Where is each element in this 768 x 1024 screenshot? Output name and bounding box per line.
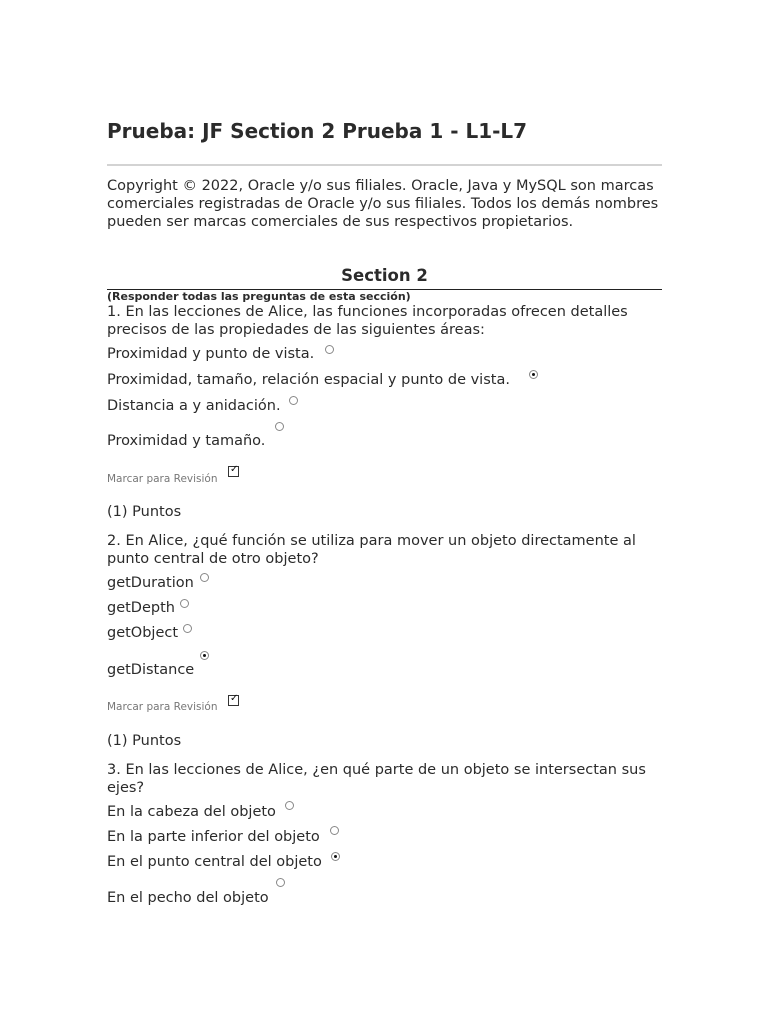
question-1-mark-for-review-label: Marcar para Revisión (107, 473, 218, 485)
question-3-option-2[interactable] (107, 829, 320, 845)
question-1-text: 1. En las lecciones de Alice, las funciones incorporadas ofrecen detalles precisos de las propiedades de las siguientes áreas: (107, 304, 628, 338)
copyright-notice: Copyright © 2022, Oracle y/o sus filiales. Oracle, Java y MySQL son marcas comerciales registradas de Oracle y/o sus filiales. Todos los demás nombres pueden ser marcas comerciales de sus respectivos propietarios. (107, 178, 659, 230)
question-2-option-4-radio[interactable] (200, 651, 209, 660)
option-label: En la parte inferior del objeto (107, 829, 320, 845)
question-2-text: 2. En Alice, ¿qué función se utiliza para mover un objeto directamente al punto central de otro objeto? (107, 533, 636, 567)
question-1-points: (1) Puntos (107, 504, 182, 520)
option-label: Distancia a y anidación. (107, 398, 281, 414)
question-1-option-3[interactable] (107, 398, 281, 414)
question-1-mark-for-review-checkbox[interactable] (228, 466, 239, 477)
question-1-option-1[interactable] (107, 346, 314, 362)
question-3-option-1[interactable] (107, 804, 276, 820)
option-label: getDuration (107, 575, 194, 591)
question-3-option-3-radio[interactable] (331, 852, 340, 861)
option-label: getObject (107, 625, 179, 641)
section-title: Section 2 (341, 266, 428, 285)
question-1-option-4[interactable] (107, 433, 265, 449)
option-label: En el pecho del objeto (107, 890, 269, 906)
question-1-option-2-radio[interactable] (529, 370, 538, 379)
title-divider (107, 164, 662, 166)
option-label: En el punto central del objeto (107, 854, 322, 870)
option-label: Proximidad y punto de vista. (107, 346, 315, 362)
question-3-option-3[interactable] (107, 854, 322, 870)
question-3-option-1-radio[interactable] (285, 801, 294, 810)
question-1-option-3-radio[interactable] (289, 396, 298, 405)
check-icon: ✓ (230, 693, 239, 704)
check-icon: ✓ (230, 464, 239, 475)
section-instructions: (Responder todas las preguntas de esta sección) (107, 290, 411, 303)
question-2-mark-for-review-checkbox[interactable] (228, 695, 239, 706)
question-2-option-3-radio[interactable] (183, 624, 192, 633)
option-label: Proximidad y tamaño. (107, 433, 266, 449)
option-label: getDepth (107, 600, 175, 616)
question-2-option-4[interactable] (107, 662, 194, 678)
question-3-option-4-radio[interactable] (276, 878, 285, 887)
question-2-option-3[interactable] (107, 625, 178, 641)
question-2-option-1[interactable] (107, 575, 194, 591)
page-title: Prueba: JF Section 2 Prueba 1 - L1-L7 (107, 119, 528, 143)
question-3-text: 3. En las lecciones de Alice, ¿en qué parte de un objeto se intersectan sus ejes? (107, 762, 646, 796)
question-3-option-2-radio[interactable] (330, 826, 339, 835)
question-2-points: (1) Puntos (107, 733, 182, 749)
question-1-option-2[interactable] (107, 372, 510, 388)
option-label: Proximidad, tamaño, relación espacial y punto de vista. (107, 372, 510, 388)
question-1-option-1-radio[interactable] (325, 345, 334, 354)
question-2-option-2-radio[interactable] (180, 599, 189, 608)
question-3-option-4[interactable] (107, 890, 269, 906)
option-label: getDistance (107, 662, 195, 678)
question-2-mark-for-review-label: Marcar para Revisión (107, 701, 218, 713)
question-1-option-4-radio[interactable] (275, 422, 284, 431)
question-2-option-1-radio[interactable] (200, 573, 209, 582)
option-label: En la cabeza del objeto (107, 804, 276, 820)
question-2-option-2[interactable] (107, 600, 175, 616)
